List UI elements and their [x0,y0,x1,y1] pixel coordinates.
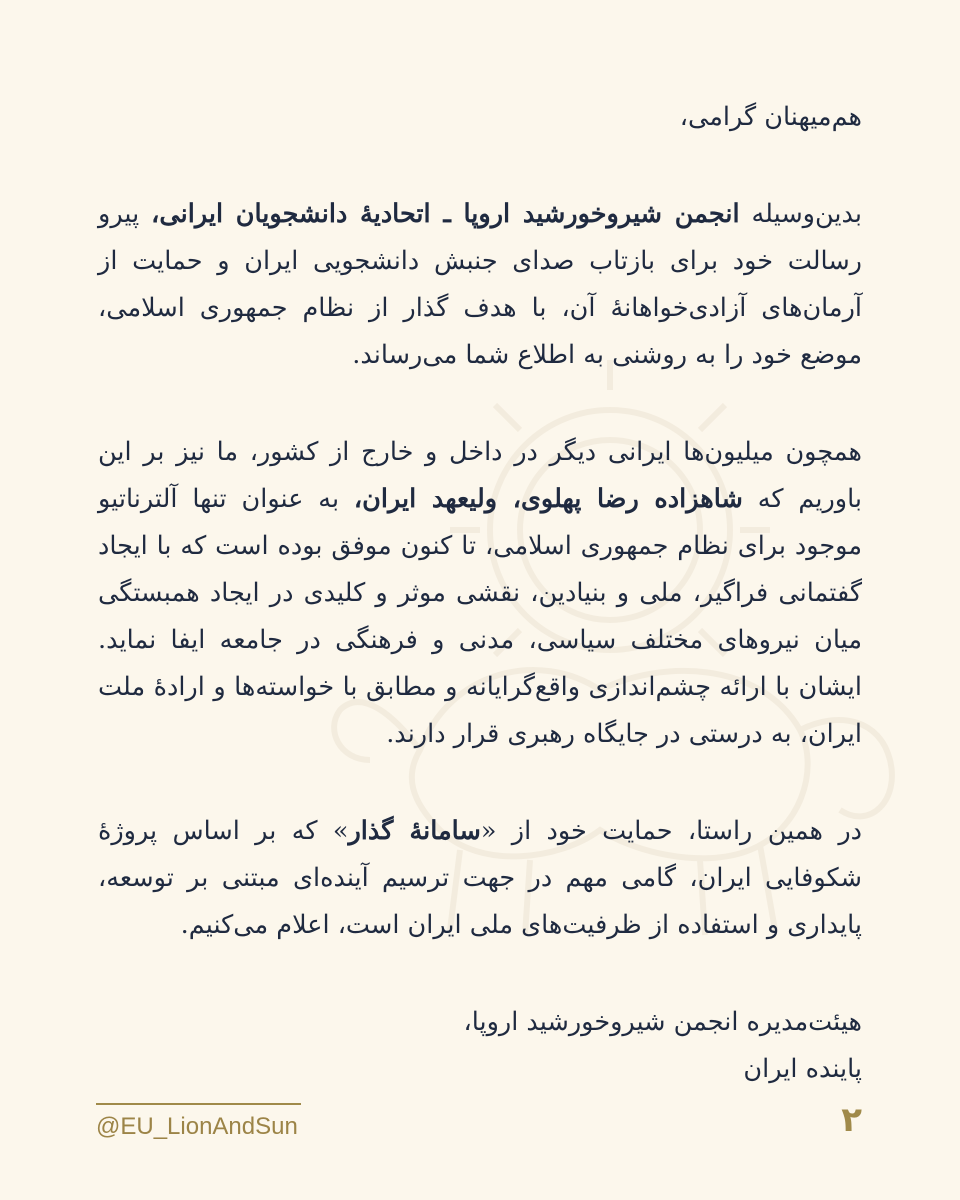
signature-line-2: پاینده ایران [743,1054,862,1084]
paragraph-statement [98,191,862,379]
organization-name: انجمن شیروخورشید اروپا ـ اتحادیهٔ دانشجویان ایرانی، [151,199,740,229]
signature-line-1: هیئت‌مدیره انجمن شیروخورشید اروپا، [463,1007,862,1037]
paragraph-support-after: به عنوان تنها آلترناتیو موجود برای نظام جمهوری اسلامی، تا کنون موفق بوده است که با ایجاد گفتمانی فراگیر، ملی و بنیادین، نقشی موثر و کلیدی در ایجاد همبستگی میان نیروهای مختلف سیاسی، مدنی و فرهنگی در جامعه ایفا نماید. ایشان با ارائه چشم‌اندازی واقع‌گرایانه و مطابق با خواسته‌ها و ارادهٔ ملت ایران، به درستی در جایگاه رهبری قرار دارند. [98,484,862,749]
prince-name: شاهزاده رضا پهلوی، ولیعهد ایران، [353,484,743,514]
social-handle: @EU_LionAndSun [96,1113,298,1140]
salutation: هم‌میهنان گرامی، [679,102,862,132]
paragraph-transition [98,808,862,949]
paragraph-transition-before: در همین راستا، حمایت خود از « [480,816,862,846]
paragraph-statement-rest: پیرو رسالت خود برای بازتاب صدای جنبش دانشجویی ایران و حمایت از آرمان‌های آزادی‌خواهانهٔ آن، با هدف گذار از نظام جمهوری اسلامی، موضع خود را به روشنی به اطلاع شما می‌رساند. [98,199,862,370]
paragraph-support-before: همچون میلیون‌ها ایرانی دیگر در داخل و خارج از کشور، ما نیز بر این باوریم که [98,437,862,514]
page-number: ۲ [841,1100,862,1140]
paragraph-support [98,429,862,758]
letter-body [98,94,862,1093]
signature [98,999,862,1093]
paragraph-statement-intro: بدین‌وسیله [739,199,862,229]
transition-system-name: سامانهٔ گذار [348,816,481,846]
footer-divider [96,1103,301,1105]
paragraph-transition-after: » که بر اساس پروژهٔ شکوفایی ایران، گامی مهم در جهت ترسیم آینده‌ای مبتنی بر توسعه، پایداری و استفاده از ظرفیت‌های ملی ایران است، اعلام می‌کنیم. [98,816,862,940]
